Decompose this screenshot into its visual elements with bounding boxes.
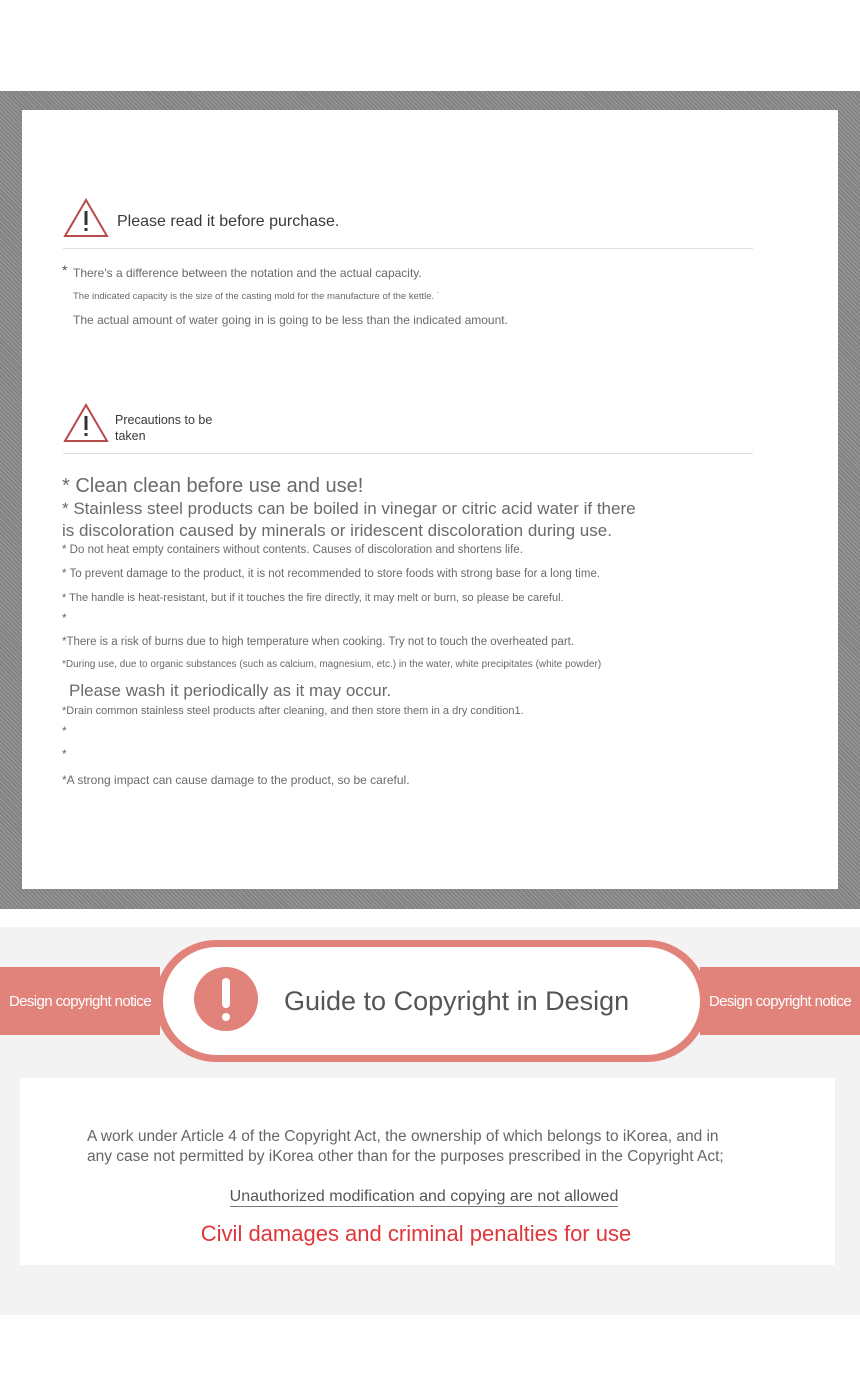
precaution-item: *During use, due to organic substances (such as calcium, magnesium, etc.) in the water, white precipitates (white powder): [62, 659, 602, 670]
purchase-bullet-star: *: [62, 262, 68, 278]
precaution-item: * Stainless steel products can be boiled in vinegar or citric acid water if there: [62, 499, 636, 518]
copyright-title: Guide to Copyright in Design: [284, 986, 630, 1016]
warning-triangle-icon: [63, 198, 109, 238]
purchase-line-2: The indicated capacity is the size of the casting mold for the manufacture of the kettle. ˙: [73, 291, 440, 302]
precaution-item: * To prevent damage to the product, it is not recommended to store foods with strong base for a long time.: [62, 568, 601, 580]
precaution-item: *: [62, 747, 67, 761]
precautions-heading-line-1: Precautions to be: [115, 413, 213, 427]
copyright-body-line-2: any case not permitted by iKorea other than for the purposes prescribed in the Copyright Act;: [87, 1148, 724, 1165]
purchase-divider: [63, 248, 753, 249]
precaution-item: *Drain common stainless steel products after cleaning, and then store them in a dry condition1.: [62, 705, 524, 717]
exclamation-circle-icon: [194, 967, 258, 1031]
precaution-item: *A strong impact can cause damage to the product, so be careful.: [62, 773, 410, 787]
precaution-item: * Do not heat empty containers without contents. Causes of discoloration and shortens life.: [62, 544, 523, 556]
copyright-body-line-1: A work under Article 4 of the Copyright Act, the ownership of which belongs to iKorea, and in: [87, 1128, 719, 1145]
purchase-line-3: The actual amount of water going in is going to be less than the indicated amount.: [73, 313, 508, 327]
precaution-item: *There is a risk of burns due to high temperature when cooking. Try not to touch the overheated part.: [62, 636, 575, 648]
warning-triangle-icon: [63, 403, 109, 443]
precaution-item: is discoloration caused by minerals or iridescent discoloration during use.: [62, 521, 612, 540]
precautions-heading-line-2: taken: [115, 429, 146, 443]
copyright-prohibition: Unauthorized modification and copying are not allowed: [229, 1188, 619, 1205]
precaution-item: *: [62, 611, 67, 625]
precaution-item: * The handle is heat-resistant, but if it touches the fire directly, it may melt or burn, so please be careful.: [62, 592, 564, 604]
precaution-item: * Clean clean before use and use!: [62, 475, 364, 497]
purchase-line-1: There's a difference between the notation and the actual capacity.: [73, 266, 422, 280]
purchase-heading: Please read it before purchase.: [117, 213, 340, 230]
copyright-ribbon-right: Design copyright notice: [700, 967, 860, 1035]
copyright-ribbon-left: Design copyright notice: [0, 967, 160, 1035]
copyright-penalty: Civil damages and criminal penalties for use: [200, 1221, 632, 1246]
precautions-heading: [115, 412, 212, 444]
precaution-item: *: [62, 724, 67, 738]
precautions-divider: [63, 453, 753, 454]
precaution-item: Please wash it periodically as it may occur.: [69, 681, 392, 700]
